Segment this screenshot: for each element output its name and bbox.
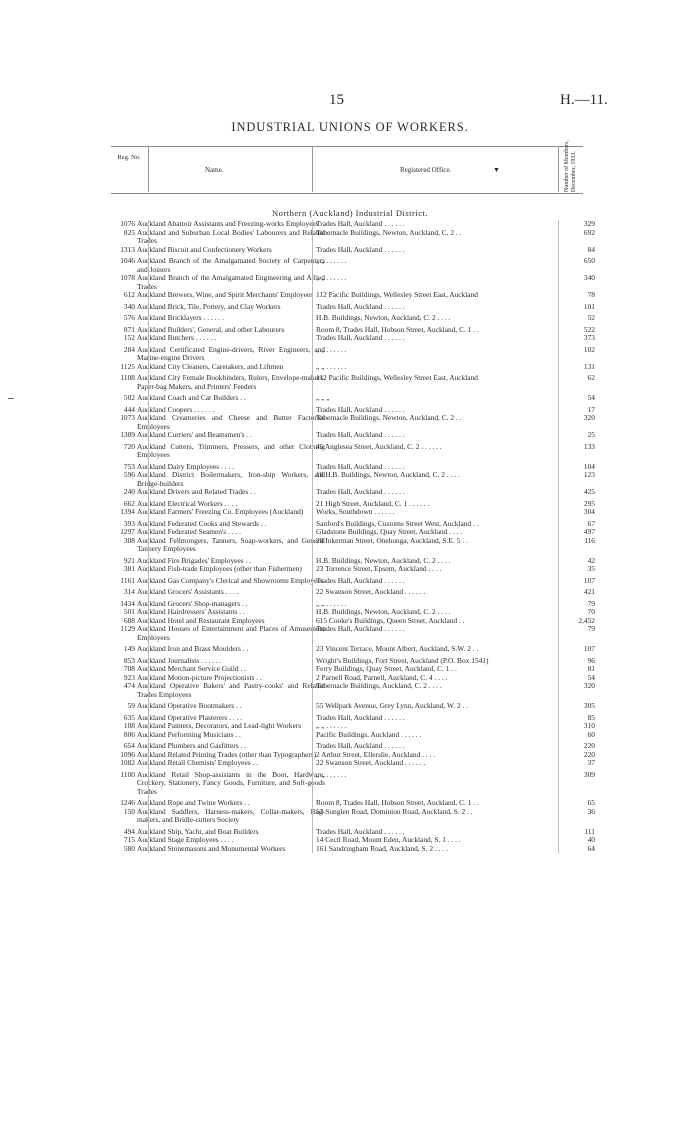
- union-name: Auckland Motion-picture Projectionists . .: [137, 672, 262, 682]
- union-name: Auckland City Female Bookbinders, Rulers, Envelope-makers, Paper-bag Makers, and Printers' Feeders: [137, 373, 325, 391]
- registered-office: Trades Hall, Auckland . . . . . .: [316, 462, 405, 471]
- registered-office: 45 Anglesea Street, Auckland, C. 2 . . . . . .: [316, 442, 442, 451]
- reg-no: 825: [123, 227, 135, 237]
- registered-office: Pacific Buildings, Auckland . . . . . .: [316, 730, 422, 739]
- registered-office: Trades Hall, Auckland . . . . . .: [316, 245, 405, 254]
- table-row: [0, 665, 700, 674]
- member-count: 17: [587, 404, 595, 414]
- column-divider: [148, 146, 149, 192]
- union-name: Auckland Brick, Tile, Pottery, and Clay Workers: [137, 301, 281, 311]
- registered-office: 22 Swanson Street, Auckland . . . . . .: [316, 588, 426, 596]
- table-row: [0, 246, 700, 255]
- registered-office: 53 Sunglen Road, Dominion Road, Auckland, S. 2 . .: [316, 807, 473, 816]
- member-count: 650: [583, 256, 595, 265]
- union-name: Auckland Hotel and Restaurant Employees: [137, 615, 265, 625]
- member-count: 62: [587, 373, 595, 382]
- registered-office: „ „ . . . . . .: [316, 362, 347, 371]
- union-name: Auckland Merchant Service Guild . .: [137, 664, 246, 673]
- table-row: [0, 406, 700, 415]
- table-row: [0, 799, 700, 808]
- union-name: Auckland Branch of the Amalgamated Engineering and Allied Trades: [137, 273, 325, 291]
- union-name: Auckland Fire Brigades' Employees . .: [137, 555, 252, 565]
- table-row: [0, 314, 700, 323]
- union-name: Auckland Builders', General, and other Labourers: [137, 324, 285, 334]
- member-count: 42: [587, 555, 595, 565]
- table-row: [0, 220, 700, 229]
- member-count: 78: [587, 290, 595, 299]
- registered-office: Trades Hall, Auckland . . . . . .: [316, 302, 405, 311]
- union-name: Auckland Federated Seamen's . . . .: [137, 527, 241, 536]
- member-count: 65: [587, 798, 595, 807]
- table-row: [0, 808, 700, 825]
- table-header: [111, 146, 583, 194]
- registered-office: 22 Swanson Street, Auckland . . . . . .: [316, 759, 426, 767]
- union-name: Auckland Performing Musicians . .: [137, 729, 241, 739]
- column-divider: [558, 146, 559, 192]
- member-count: 329: [583, 219, 595, 228]
- member-count: 133: [583, 441, 595, 451]
- member-count: 131: [583, 361, 595, 371]
- reg-no: 308: [123, 535, 135, 545]
- table-row: [0, 731, 700, 740]
- union-name: Auckland Hairdressers' Assistants . .: [137, 607, 245, 616]
- reg-no: 1096: [120, 749, 135, 759]
- reg-no: 688: [123, 615, 135, 625]
- member-count: 35: [587, 564, 595, 573]
- member-count: 25: [587, 430, 595, 439]
- table-row: [0, 617, 700, 626]
- table-row: [0, 828, 700, 837]
- member-count: 497: [583, 527, 595, 536]
- column-divider: [312, 220, 313, 853]
- table-row: [0, 431, 700, 440]
- member-count: 60: [587, 729, 595, 739]
- table-row: [0, 463, 700, 472]
- member-count: 692: [583, 227, 595, 237]
- column-divider: [558, 220, 559, 853]
- column-divider: [312, 146, 313, 192]
- table-row: [0, 537, 700, 554]
- reg-no: 150: [123, 806, 135, 816]
- table-row: [0, 528, 700, 537]
- reg-no: 494: [123, 826, 135, 836]
- table-row: [0, 508, 700, 517]
- table-row: [0, 588, 700, 597]
- member-count: 70: [587, 607, 595, 616]
- registered-office: 23 Vincent Terrace, Mount Albert, Auckland, S.W. 2 . .: [316, 645, 479, 653]
- union-name: Auckland Coopers . . . . . .: [137, 404, 215, 414]
- member-count: 305: [583, 701, 595, 710]
- reg-no: 502: [123, 393, 135, 402]
- reg-no: 635: [123, 712, 135, 722]
- reg-no: 871: [123, 324, 135, 334]
- table-row: [0, 645, 700, 654]
- union-name: Auckland Gas Company's Clerical and Showrooms Employees: [137, 575, 324, 585]
- reg-no: 1082: [120, 758, 135, 767]
- table-row: [0, 374, 700, 391]
- table-row: [0, 674, 700, 683]
- union-name: Auckland Iron and Brass Moulders . .: [137, 644, 249, 653]
- registered-office: „ „ . . . . . .: [316, 274, 347, 282]
- registered-office: Ferry Buildings, Quay Street, Auckland, C. 1 . .: [316, 665, 457, 673]
- reg-no: 612: [123, 290, 135, 299]
- union-name: Auckland Certificated Engine-drivers, River Engineers, and Marine-engine Drivers: [137, 344, 325, 362]
- section-title: Northern (Auckland) Industrial District.: [272, 208, 428, 218]
- reg-no: 149: [123, 644, 135, 653]
- reg-no: 59: [127, 701, 135, 710]
- table-row: [0, 565, 700, 574]
- reg-no: 1046: [120, 256, 135, 265]
- reg-no: 1125: [120, 361, 135, 371]
- reg-no: 708: [123, 664, 135, 673]
- union-name: Auckland Grocers' Shop-managers . .: [137, 598, 248, 608]
- union-name: Auckland Ship, Yacht, and Boat Builders: [137, 826, 259, 836]
- table-row: [0, 414, 700, 431]
- reg-no: 284: [123, 344, 135, 354]
- header-reg-no: Reg. No.: [117, 154, 141, 161]
- header-registered-office: Registered Office.: [400, 166, 452, 174]
- member-count: 54: [587, 393, 595, 402]
- table-row: [0, 274, 700, 291]
- registered-office: Trades Hall, Auckland . . . . . .: [316, 625, 405, 633]
- member-count: 304: [583, 507, 595, 516]
- registered-office: 615 Cooke's Buildings, Queen Street, Auckland . .: [316, 616, 465, 625]
- table-row: [0, 714, 700, 723]
- registered-office: 23 Torrence Street, Epsom, Auckland . . . .: [316, 565, 442, 573]
- registered-office: H.B. Buildings, Newton, Auckland, C. 2 . . . .: [316, 314, 451, 322]
- registered-office: 112 Pacific Buildings, Wellesley Street East, Auckland: [316, 374, 478, 382]
- union-name: Auckland Drivers and Related Trades . .: [137, 487, 256, 496]
- union-name: Auckland Operative Plasterers . . . .: [137, 712, 243, 722]
- page-number: 15: [329, 92, 344, 108]
- union-name: Auckland Branch of the Amalgamated Society of Carpenters and Joiners: [137, 256, 325, 274]
- union-name: Auckland Retail Shop-assistants in the Boot, Hardware, Crockery, Stationery, Fancy Goods, Furniture, and Soft-goods Trades: [137, 769, 325, 796]
- page-title: INDUSTRIAL UNIONS OF WORKERS.: [231, 120, 469, 134]
- member-count: 421: [583, 587, 595, 596]
- registered-office: 18 H.B. Buildings, Newton, Auckland, C. 2 . . . .: [316, 471, 460, 479]
- union-name: Auckland District Boilermakers, Iron-ship Workers, and Bridge-builders: [137, 470, 325, 488]
- registered-office: H.B. Buildings, Newton, Auckland, C. 2 . . . .: [316, 608, 451, 616]
- member-count: 310: [583, 721, 595, 730]
- reg-no: 1434: [120, 598, 135, 608]
- table-body: [0, 220, 700, 853]
- reg-no: 1297: [120, 527, 135, 536]
- registered-office: Tabernacle Buildings, Newton, Auckland, C. 2 . .: [316, 228, 462, 237]
- reg-no: 596: [123, 470, 135, 479]
- member-count: 123: [583, 470, 595, 479]
- table-row: [0, 471, 700, 488]
- registered-office: „ „ . . . . . .: [316, 599, 347, 608]
- union-name: Auckland Biscuit and Confectionery Workers: [137, 244, 272, 254]
- registered-office: Wright's Buildings, Fort Street, Auckland (P.O. Box 1541): [316, 656, 489, 665]
- reg-no: 393: [123, 518, 135, 528]
- table-row: [0, 751, 700, 760]
- member-count: 309: [583, 769, 595, 779]
- member-count: 373: [583, 333, 595, 342]
- union-name: Auckland Curriers' and Beamsmen's . .: [137, 430, 252, 439]
- reg-no: 381: [123, 564, 135, 573]
- registered-office: „ „ . . . . . .: [316, 770, 347, 779]
- member-count: 111: [584, 826, 595, 836]
- reg-no: 720: [123, 441, 135, 451]
- reg-no: 853: [123, 655, 135, 665]
- union-name: Auckland Stage Employees . . . .: [137, 835, 234, 844]
- member-count: 107: [583, 575, 595, 585]
- table-row: [0, 394, 700, 403]
- table-row: [0, 608, 700, 617]
- registered-office: Trades Hall, Auckland . . . . . .: [316, 713, 405, 722]
- registered-office: Trades Hall, Auckland . . . . . .: [316, 827, 405, 836]
- union-name: Auckland Dairy Employees . . . .: [137, 461, 234, 471]
- reg-no: 1313: [120, 244, 135, 254]
- union-name: Auckland and Suburban Local Bodies' Labourers and Related Trades: [137, 227, 325, 245]
- reg-no: 1389: [120, 430, 135, 439]
- reg-no: 923: [123, 672, 135, 682]
- table-row: [0, 500, 700, 509]
- reg-no: 340: [123, 301, 135, 311]
- union-name: Auckland Electrical Workers . . . .: [137, 498, 238, 508]
- table-row: [0, 557, 700, 566]
- reg-no: 806: [123, 729, 135, 739]
- registered-office: Trades Hall, Auckland . . . . . .: [316, 431, 405, 439]
- registered-office: Trades Hall, Auckland . . . . . .: [316, 334, 405, 342]
- reg-no: 1246: [120, 798, 135, 807]
- union-name: Auckland Plumbers and Gasfitters . .: [137, 741, 246, 750]
- member-count: 104: [583, 461, 595, 471]
- registered-office: „ „ . . . . . .: [316, 257, 347, 265]
- union-name: Auckland Creameries and Cheese and Butter Factories Employees: [137, 413, 325, 431]
- member-count: 96: [587, 655, 595, 665]
- registered-office: 112 Pacific Buildings, Wellesley Street East, Auckland: [316, 291, 478, 299]
- registered-office: 21 High Street, Auckland, C. 1 . . . . . .: [316, 499, 430, 508]
- union-name: Auckland Coach and Car Builders . .: [137, 393, 246, 402]
- registered-office: „ „ . . . . . .: [316, 722, 347, 730]
- member-count: 116: [584, 535, 595, 545]
- union-name: Auckland Farmers' Freezing Co. Employees (Auckland): [137, 507, 304, 516]
- table-row: [0, 771, 700, 797]
- reg-no: 240: [123, 487, 135, 496]
- header-members: Number of Members, December, 1933.: [564, 140, 577, 192]
- member-count: 79: [587, 598, 595, 608]
- member-count: 320: [583, 413, 595, 422]
- reg-no: 108: [123, 721, 135, 730]
- registered-office: Trades Hall, Auckland . . . . . .: [316, 405, 405, 414]
- page-reference: H.—11.: [560, 92, 608, 108]
- table-row: [0, 759, 700, 768]
- table-row: [0, 334, 700, 343]
- header-name: Name.: [205, 166, 224, 174]
- union-name: Auckland Brewers, Wine, and Spirit Merchants' Employees: [137, 290, 314, 299]
- union-name: Auckland Operative Bakers' and Pastry-cooks' and Related Trades Employees: [137, 681, 325, 699]
- union-name: Auckland Retail Chemists' Employees . .: [137, 758, 258, 767]
- registered-office: Gladstone Buildings, Quay Street, Auckland . . . .: [316, 528, 463, 536]
- reg-no: 1108: [120, 373, 135, 382]
- column-divider: [148, 220, 149, 853]
- table-row: [0, 722, 700, 731]
- registered-office: Sanford's Buildings, Customs Street West, Auckland . .: [316, 519, 479, 528]
- member-count: 37: [587, 758, 595, 767]
- registered-office: Tabernacle Buildings, Newton, Auckland, C. 2 . .: [316, 414, 462, 422]
- union-name: Auckland Rope and Twine Workers . .: [137, 798, 250, 807]
- union-name: Auckland Related Printing Trades (other than Typographers): [137, 749, 317, 759]
- table-row: [0, 326, 700, 335]
- table-row: [0, 303, 700, 312]
- member-count: 36: [587, 806, 595, 816]
- registered-office: Trades Hall, Auckland . . . . . .: [316, 576, 405, 585]
- table-row: [0, 657, 700, 666]
- table-row: [0, 836, 700, 845]
- member-count: 425: [583, 487, 595, 496]
- member-count: 79: [587, 624, 595, 633]
- registered-office: Room 8, Trades Hall, Hobson Street, Auckland, C. 1 . .: [316, 799, 479, 807]
- member-count: 101: [583, 301, 595, 311]
- member-count: 340: [583, 273, 595, 282]
- union-name: Auckland Abattoir Assistants and Freezing-works Employees: [137, 219, 319, 228]
- member-count: 64: [587, 843, 595, 853]
- union-name: Auckland Painters, Decorators, and Lead-light Workers: [137, 721, 302, 730]
- reg-no: 1076: [120, 219, 135, 228]
- reg-no: 576: [123, 313, 135, 322]
- reg-no: 152: [123, 333, 135, 342]
- registered-office: 55 Wellpark Avenue, Grey Lynn, Auckland, W. 2 . .: [316, 702, 469, 710]
- union-name: Auckland Houses of Entertainment and Places of Amusement Employees: [137, 624, 325, 642]
- registered-office: „ „ „: [316, 394, 330, 402]
- member-count: 81: [587, 664, 595, 673]
- union-name: Auckland Cutters, Trimmers, Pressers, and other Clothing Employees: [137, 441, 325, 459]
- table-row: [0, 742, 700, 751]
- table-row: [0, 363, 700, 372]
- registered-office: Trades Hall, Auckland . . . . . .: [316, 220, 405, 228]
- registered-office: 161 Sandringham Road, Auckland, S. 2 . . . .: [316, 844, 448, 853]
- registered-office: 2 Arthur Street, Ellerslie, Auckland . . . .: [316, 750, 436, 759]
- table-row: [0, 257, 700, 274]
- reg-no: 921: [123, 555, 135, 565]
- reg-no: 1078: [120, 273, 135, 282]
- reg-no: 1161: [120, 575, 135, 585]
- registered-office: Trades Hall, Auckland . . . . . .: [316, 488, 405, 496]
- reg-no: 580: [123, 843, 135, 853]
- member-count: 52: [587, 313, 595, 322]
- member-count: 522: [583, 324, 595, 334]
- reg-no: 753: [123, 461, 135, 471]
- reg-no: 444: [123, 404, 135, 414]
- reg-no: 314: [123, 587, 135, 596]
- registered-office: 14 Cecil Road, Mount Eden, Auckland, S. 1 . . . .: [316, 836, 461, 844]
- member-count: 220: [583, 749, 595, 759]
- member-count: 295: [583, 498, 595, 508]
- union-name: Auckland Fellmongers, Tanners, Soap-workers, and General Tannery Employees: [137, 535, 325, 553]
- reg-no: 1129: [120, 624, 135, 633]
- union-name: Auckland Bricklayers . . . . . .: [137, 313, 224, 322]
- table-row: [0, 600, 700, 609]
- registered-office: Tabernacle Buildings, Auckland, C. 2 . . . .: [316, 682, 442, 690]
- member-count: 84: [587, 244, 595, 254]
- reg-no: 1100: [120, 769, 135, 779]
- reg-no: 662: [123, 498, 135, 508]
- table-row: [0, 520, 700, 529]
- registered-office: 2 Parnell Road, Parnell, Auckland, C. 4 . . . .: [316, 673, 448, 682]
- reg-no: 501: [123, 607, 135, 616]
- reg-no: 1394: [120, 507, 135, 516]
- registered-office: „ „ . . . . . .: [316, 345, 347, 354]
- printer-mark: ▼: [493, 166, 500, 174]
- table-row: [0, 443, 700, 460]
- member-count: 107: [583, 644, 595, 653]
- member-count: 102: [583, 344, 595, 354]
- table-row: [0, 229, 700, 246]
- table-row: [0, 845, 700, 854]
- table-row: [0, 291, 700, 300]
- reg-no: 1073: [120, 413, 135, 422]
- member-count: 54: [587, 672, 595, 682]
- union-name: Auckland Journalists . . . . . .: [137, 655, 222, 665]
- member-count: 40: [587, 835, 595, 844]
- union-name: Auckland Grocers' Assistants . . . .: [137, 587, 239, 596]
- union-name: Auckland Operative Bootmakers . .: [137, 701, 242, 710]
- member-count: 2,452: [578, 615, 595, 625]
- union-name: Auckland City Cleaners, Caretakers, and Liftmen: [137, 361, 284, 371]
- member-count: 85: [587, 712, 595, 722]
- table-row: [0, 625, 700, 642]
- reg-no: 474: [123, 681, 135, 690]
- union-name: Auckland Federated Cooks and Stewards . .: [137, 518, 267, 528]
- table-row: [0, 346, 700, 363]
- table-row: [0, 577, 700, 586]
- union-name: Auckland Saddlers, Harness-makers, Collar-makers, Bag-makers, and Bridle-cutters Society: [137, 806, 325, 824]
- union-name: Auckland Butchers . . . . . .: [137, 333, 217, 342]
- member-count: 67: [587, 518, 595, 528]
- registered-office: Trades Hall, Auckland . . . . . .: [316, 742, 405, 750]
- member-count: 320: [583, 681, 595, 690]
- union-name: Auckland Stonemasons and Monumental Workers: [137, 843, 286, 853]
- reg-no: 654: [123, 741, 135, 750]
- registered-office: 28 Inkerman Street, Onehunga, Auckland, S.E. 5 . .: [316, 536, 468, 545]
- member-count: 220: [583, 741, 595, 750]
- table-row: [0, 682, 700, 699]
- table-row: [0, 488, 700, 497]
- reg-no: 715: [123, 835, 135, 844]
- registered-office: Room 8, Trades Hall, Hobson Street, Auckland, C. 1 . .: [316, 325, 479, 334]
- union-name: Auckland Fish-trade Employees (other than Fishermen): [137, 564, 302, 573]
- registered-office: Works, Southdown . . . . . .: [316, 508, 395, 516]
- registered-office: H.B. Buildings, Newton, Auckland, C. 2 . . . .: [316, 556, 451, 565]
- table-row: [0, 702, 700, 711]
